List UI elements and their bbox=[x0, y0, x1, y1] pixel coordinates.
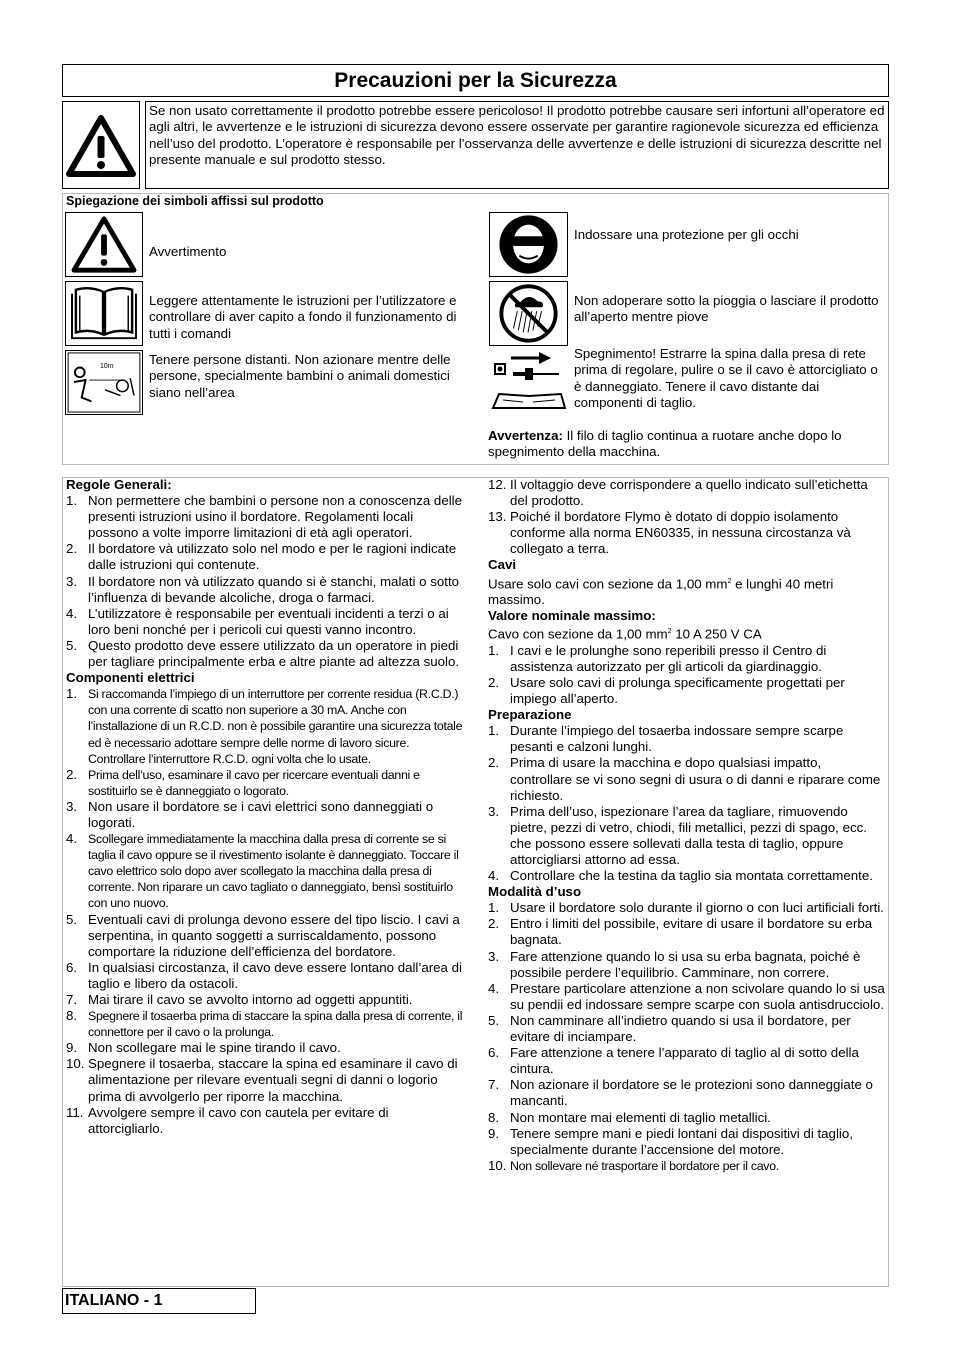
list-item-number: 2. bbox=[488, 755, 500, 771]
usage-heading: Modalità d’uso bbox=[488, 884, 582, 900]
list-item bbox=[66, 912, 463, 960]
symbol-unplug-label: Spegnimento! Estrarre la spina dalla presa di rete prima di regolare, pulire o se il cavo è attorcigliato o è danneggiato. Tenere il cavo distante dai componenti di taglio. bbox=[574, 346, 878, 411]
list-item-text: Eventuali cavi di prolunga devono essere del tipo liscio. I cavi a serpentina, in quanto soggetti a surriscaldamento, possono comportare la riduzione dell’efficienza del bordatore. bbox=[88, 911, 460, 959]
list-item bbox=[488, 1110, 886, 1126]
preparation-heading: Preparazione bbox=[488, 707, 572, 723]
list-item-text: Non scollegare mai le spine tirando il cavo. bbox=[88, 1040, 341, 1056]
list-item bbox=[66, 799, 463, 831]
eye-protection-icon bbox=[489, 212, 568, 277]
list-item bbox=[66, 1040, 463, 1056]
list-item bbox=[488, 755, 886, 803]
voltage-rules-list bbox=[488, 477, 886, 557]
unplug-icon bbox=[489, 350, 568, 415]
list-item bbox=[66, 638, 463, 670]
list-item-text: Non montare mai elementi di taglio metallici. bbox=[510, 1109, 771, 1125]
list-item-number: 5. bbox=[66, 911, 78, 927]
symbol-note bbox=[488, 428, 883, 461]
list-item bbox=[488, 509, 886, 557]
distance-label: 10m bbox=[100, 363, 114, 370]
list-item-number: 1. bbox=[66, 493, 78, 509]
rating-text bbox=[488, 624, 886, 643]
general-rules-list bbox=[66, 493, 463, 670]
list-item-text: Il bordatore non và utilizzato quando si è stanchi, malati o sotto l’influenza di bevande alcoliche, droga o farmaci. bbox=[88, 573, 460, 605]
list-item-number: 2. bbox=[66, 766, 78, 782]
list-item bbox=[488, 1013, 886, 1045]
list-item-number: 3. bbox=[66, 573, 78, 589]
list-item bbox=[66, 767, 463, 799]
list-item-text: L’utilizzatore è responsabile per eventuali incidenti a terzi o ai loro beni nonché per i pericoli cui questi vanno incontro. bbox=[88, 605, 449, 637]
list-item bbox=[66, 1056, 463, 1104]
list-item bbox=[66, 493, 463, 541]
list-item bbox=[488, 868, 886, 884]
preparation-list bbox=[488, 723, 886, 884]
list-item-text: In qualsiasi circostanza, il cavo deve essere lontano dall’area di taglio e libero da ostacoli. bbox=[88, 959, 463, 991]
cables-list bbox=[488, 643, 886, 707]
list-item-text: Scollegare immediatamente la macchina dalla presa di corrente se si taglia il cavo oppure se il rivestimento isolante è danneggiato. Toccare il cavo elettrico solo dopo aver scollegato la macchina dalla presa di corrente. Non riparare un cavo tagliato o danneggiato, bensì sostituirlo con uno nuovo. bbox=[88, 832, 459, 911]
list-item-text: Non azionare il bordatore se le protezioni sono danneggiate o mancanti. bbox=[510, 1077, 873, 1109]
usage-list bbox=[488, 900, 886, 1174]
left-column bbox=[66, 477, 463, 1137]
list-item-text: Prima dell’uso, ispezionare l’area da tagliare, rimuovendo pietre, pezzi di vetro, chiodi, fili metallici, pezzi di spago, ecc. che possono essere sollevati dalla testa di taglio, oppure attorcigliarsi attorno ad essa. bbox=[510, 803, 867, 867]
list-item-number: 3. bbox=[488, 803, 500, 819]
list-item-number: 2. bbox=[488, 916, 500, 932]
list-item-text: Controllare che la testina da taglio sia montata correttamente. bbox=[510, 868, 873, 884]
list-item-text: Prima di usare la macchina e dopo qualsiasi impatto, controllare se vi sono segni di usura o di danni e riparare come richiesto. bbox=[510, 755, 881, 803]
list-item bbox=[488, 477, 886, 509]
note-text: Il filo di taglio continua a ruotare anche dopo lo spegnimento della macchina. bbox=[488, 428, 842, 460]
list-item-number: 3. bbox=[66, 798, 78, 814]
cables-text-b: e lunghi 40 metri massimo. bbox=[488, 575, 834, 608]
list-item-text: Non permettere che bambini o persone non a conoscenza delle presenti istruzioni usino il bordatore. Regolamenti locali possono a volte imporre limitazioni di età agli operatori. bbox=[88, 493, 463, 541]
list-item bbox=[66, 960, 463, 992]
symbol-keep-away-label: Tenere persone distanti. Non azionare mentre delle persone, specialmente bambini o animali domestici siano nell’area bbox=[149, 352, 451, 400]
list-item-number: 2. bbox=[66, 541, 78, 557]
list-item bbox=[66, 831, 463, 911]
symbol-no-rain-label: Non adoperare sotto la pioggia o lasciare il prodotto all’aperto mentre piove bbox=[574, 293, 879, 325]
rating-sup: 2 bbox=[667, 628, 672, 636]
list-item-text: Spegnere il tosaerba prima di staccare la spina dalla presa di corrente, il connettore per il cavo o la prolunga. bbox=[88, 1009, 463, 1040]
list-item-text: Entro i limiti del possibile, evitare di usare il bordatore su erba bagnata. bbox=[510, 916, 873, 948]
list-item-text: Poiché il bordatore Flymo è dotato di doppio isolamento conforme alla norma EN60335, in nessuna circostanza và collegato a terra. bbox=[510, 509, 851, 557]
list-item bbox=[488, 804, 886, 868]
note-label: Avvertenza: bbox=[488, 428, 563, 443]
general-rules-heading: Regole Generali: bbox=[66, 477, 172, 492]
list-item-number: 10. bbox=[488, 1157, 507, 1173]
rating-text-b: 10 A 250 V CA bbox=[671, 626, 762, 642]
list-item bbox=[66, 686, 463, 766]
list-item bbox=[488, 900, 886, 916]
list-item-number: 5. bbox=[66, 637, 78, 653]
list-item-number: 1. bbox=[488, 642, 500, 658]
cables-text bbox=[488, 574, 886, 609]
rating-text-a: Cavo con sezione da 1,00 mm bbox=[488, 626, 668, 642]
list-item bbox=[66, 606, 463, 638]
list-item-text: Il bordatore và utilizzato solo nel modo e per le ragioni indicate dalle istruzioni qui contenute. bbox=[88, 541, 457, 573]
list-item bbox=[488, 1126, 886, 1158]
list-item bbox=[488, 723, 886, 755]
list-item-number: 3. bbox=[488, 948, 500, 964]
cables-sup: 2 bbox=[727, 577, 732, 585]
list-item-number: 7. bbox=[66, 992, 78, 1007]
list-item-text: Spegnere il tosaerba, staccare la spina ed esaminare il cavo di alimentazione per rilevare eventuali segni di danni o logorio prima di avvolgerlo per riporre la macchina. bbox=[88, 1056, 458, 1104]
list-item-number: 10. bbox=[66, 1056, 85, 1072]
intro-warning-text: Se non usato correttamente il prodotto potrebbe essere pericoloso! Il prodotto potrebbe causare seri infortuni all’operatore ed agli altri, le avvertenze e le istruzioni di sicurezza devono essere osservate per garantire ragionevole sicurezza ed efficienza nell’uso del prodotto. L’operatore è responsabile per l’osservanza delle avvertenze e delle istruzioni di sicurezza descritte nel presente manuale e sul prodotto stesso. bbox=[145, 101, 889, 189]
list-item-text: Usare il bordatore solo durante il giorno o con luci artificiali forti. bbox=[510, 900, 884, 916]
list-item-text: Prima dell’uso, esaminare il cavo per ricercare eventuali danni e sostituirlo se è danneggiato o logorato. bbox=[88, 767, 420, 798]
list-item-text: Mai tirare il cavo se avvolto intorno ad oggetti appuntiti. bbox=[88, 992, 413, 1007]
no-rain-icon bbox=[489, 281, 568, 346]
electric-rules-list bbox=[66, 686, 463, 1137]
list-item bbox=[488, 675, 886, 707]
list-item-number: 7. bbox=[488, 1077, 500, 1093]
list-item-number: 1. bbox=[66, 686, 78, 702]
list-item-text: Durante l’impiego del tosaerba indossare sempre scarpe pesanti e calzoni lunghi. bbox=[510, 723, 844, 755]
right-column bbox=[488, 477, 886, 1174]
list-item bbox=[488, 916, 886, 948]
keep-away-icon bbox=[65, 350, 143, 415]
read-manual-icon bbox=[65, 281, 143, 346]
list-item-text: Questo prodotto deve essere utilizzato da un operatore in piedi per tagliare principalmente erba e altre piante ad altezza suolo. bbox=[88, 637, 460, 670]
list-item-number: 9. bbox=[488, 1125, 500, 1141]
list-item-text: Non usare il bordatore se i cavi elettrici sono danneggiati o logorati. bbox=[88, 798, 434, 830]
cables-text-a: Usare solo cavi con sezione da 1,00 mm bbox=[488, 575, 728, 591]
list-item-text: Non camminare all’indietro quando si usa il bordatore, per evitare di inciampare. bbox=[510, 1012, 851, 1045]
list-item-number: 5. bbox=[488, 1012, 500, 1028]
list-item bbox=[488, 1077, 886, 1109]
list-item-text: Tenere sempre mani e piedi lontani dai dispositivi di taglio, specialmente durante l’accensione del motore. bbox=[510, 1125, 853, 1157]
symbol-eye-protection-label: Indossare una protezione per gli occhi bbox=[574, 227, 799, 242]
page-footer: ITALIANO - 1 bbox=[62, 1288, 256, 1314]
list-item bbox=[488, 949, 886, 981]
page-title: Precauzioni per la Sicurezza bbox=[62, 64, 889, 97]
rating-heading: Valore nominale massimo: bbox=[488, 608, 656, 624]
list-item-text: Non sollevare né trasportare il bordatore per il cavo. bbox=[510, 1158, 779, 1173]
symbol-warning-label: Avvertimento bbox=[149, 244, 227, 259]
list-item-number: 1. bbox=[488, 900, 500, 916]
list-item-text: Si raccomanda l’impiego di un interruttore per corrente residua (R.C.D.) con una corrente di scatto non superiore a 30 mA. Anche con l’installazione di un R.C.D. non è possibile garantire una sicurezza totale ed è necessario adottare sempre delle norme di lavoro sicure. Controllare l’interruttore R.C.D. ogni volta che lo usate. bbox=[88, 687, 463, 766]
electric-heading: Componenti elettrici bbox=[66, 670, 195, 686]
list-item-text: Fare attenzione quando lo si usa su erba bagnata, poiché è possibile perdere l’equilibrio. Camminare, non correre. bbox=[510, 948, 861, 980]
warning-icon bbox=[65, 212, 143, 277]
list-item-number: 8. bbox=[66, 1008, 78, 1024]
list-item-text: Usare solo cavi di prolunga specificamente progettati per impiego all’aperto. bbox=[510, 674, 845, 707]
list-item-number: 6. bbox=[66, 959, 78, 975]
list-item bbox=[66, 1008, 463, 1040]
list-item-number: 1. bbox=[488, 723, 500, 739]
list-item bbox=[488, 1045, 886, 1077]
symbols-heading: Spiegazione dei simboli affissi sul prodotto bbox=[66, 194, 324, 208]
list-item-text: Avvolgere sempre il cavo con cautela per evitare di attorcigliarlo. bbox=[88, 1104, 389, 1136]
list-item bbox=[66, 992, 463, 1008]
list-item-number: 9. bbox=[66, 1040, 78, 1056]
list-item bbox=[66, 1105, 463, 1137]
symbol-read-manual-label: Leggere attentamente le istruzioni per l’utilizzatore e controllare di aver capito a fondo il funzionamento di tutti i comandi bbox=[149, 293, 457, 341]
list-item-number: 13. bbox=[488, 509, 507, 525]
list-item-number: 4. bbox=[66, 831, 78, 847]
list-item bbox=[66, 541, 463, 573]
list-item bbox=[66, 574, 463, 606]
list-item-number: 4. bbox=[488, 868, 500, 884]
list-item bbox=[488, 1158, 886, 1174]
list-item-number: 4. bbox=[488, 980, 500, 996]
list-item-number: 4. bbox=[66, 605, 78, 621]
list-item bbox=[488, 643, 886, 675]
list-item-number: 2. bbox=[488, 674, 500, 690]
list-item-text: Prestare particolare attenzione a non scivolare quando lo si usa su pendii ed indossare sempre scarpe con suola antisdrucciolo. bbox=[510, 980, 885, 1012]
list-item-text: Fare attenzione a tenere l’apparato di taglio al di sotto della cintura. bbox=[510, 1045, 859, 1077]
list-item-text: Il voltaggio deve corrispondere a quello indicato sull’etichetta del prodotto. bbox=[510, 477, 868, 509]
list-item-text: I cavi e le prolunghe sono reperibili presso il Centro di assistenza autorizzato per gli articoli da giardinaggio. bbox=[510, 642, 827, 674]
cables-heading: Cavi bbox=[488, 557, 517, 573]
list-item-number: 12. bbox=[488, 477, 507, 492]
list-item-number: 11. bbox=[66, 1104, 84, 1120]
list-item-number: 6. bbox=[488, 1045, 500, 1061]
list-item-number: 8. bbox=[488, 1109, 500, 1125]
warning-icon bbox=[62, 101, 140, 189]
list-item bbox=[488, 981, 886, 1013]
